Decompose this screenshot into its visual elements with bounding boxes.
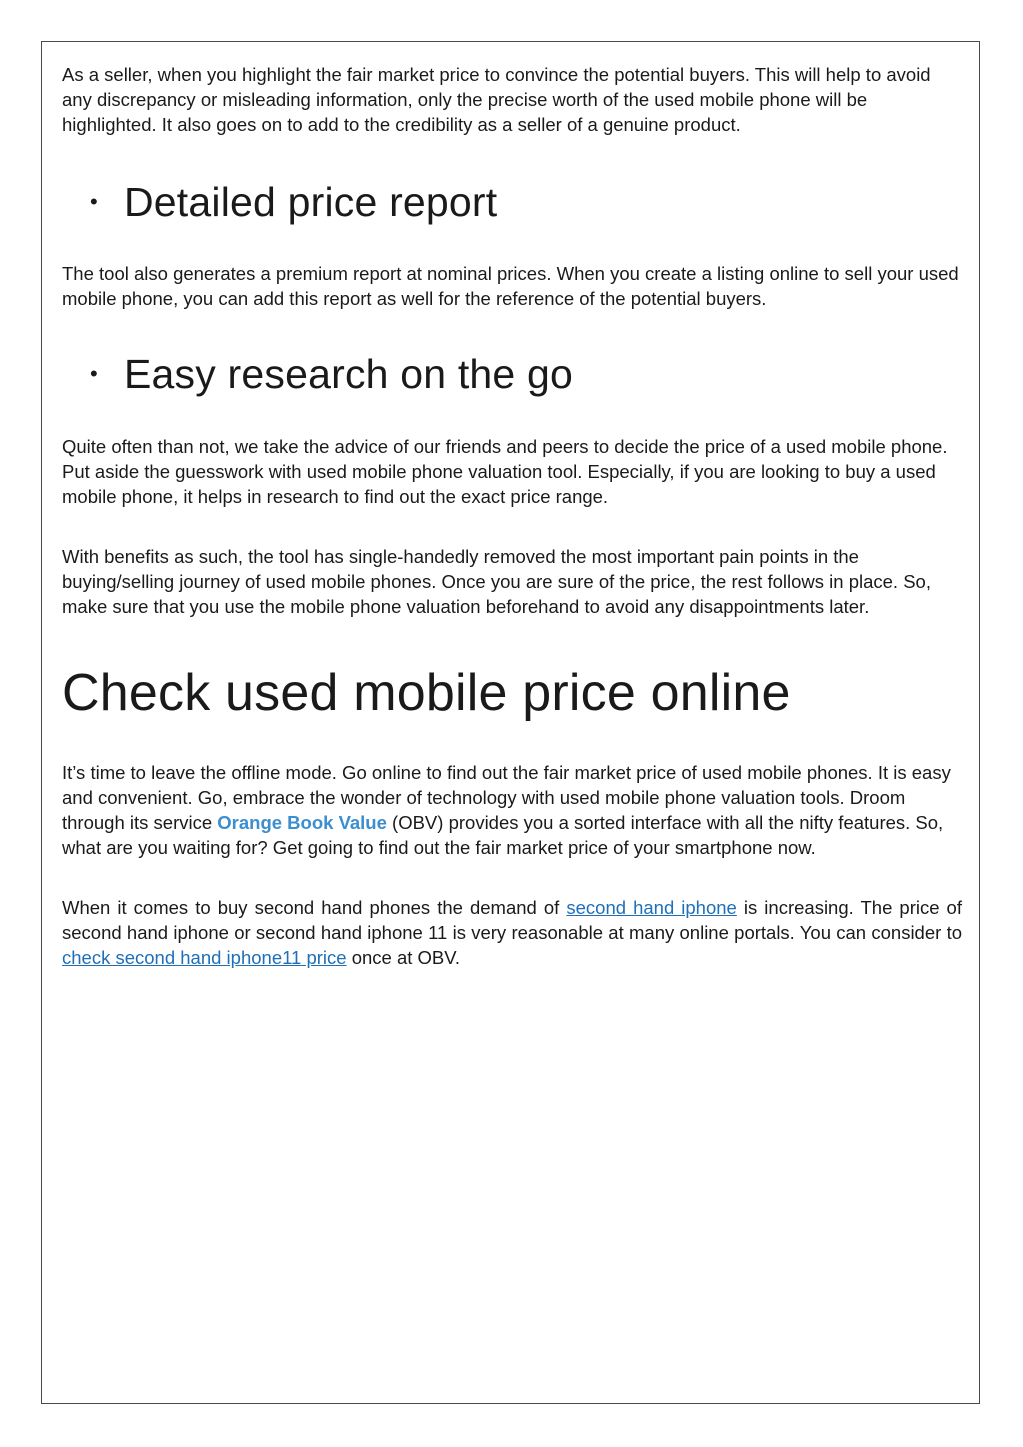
paragraph-benefits: With benefits as such, the tool has single-handedly removed the most important pain points in the buying/selling journey of used mobile phones. Once you are sure of the price, the rest follows in place. So, make sure that you use the mobile phone valuation beforehand to avoid any disappointments later. (62, 546, 931, 617)
bullet-icon: • (90, 189, 98, 214)
paragraph-research-advice: Quite often than not, we take the advice of our friends and peers to decide the price of a used mobile phone. Put aside the guesswork with used mobile phone valuation tool. Especially, if you are looking to buy a used mobile phone, it helps in research to find out the exact price range. (62, 436, 948, 507)
paragraph-text: is increasing. The price of second hand iphone or second hand iphone 11 is very reasonable at many online portals. You can consider to (62, 897, 962, 943)
paragraph-text: When it comes to buy second hand phones the demand of (62, 897, 567, 918)
orange-book-value-link[interactable]: Orange Book Value (217, 812, 387, 833)
second-hand-iphone-link[interactable]: second hand iphone (566, 897, 737, 918)
heading-detailed-price-report (62, 178, 962, 226)
check-iphone11-price-link[interactable]: check second hand iphone11 price (62, 947, 347, 968)
paragraph-second-hand-iphone (62, 895, 962, 970)
paragraph-text: (OBV) provides you a sorted interface with all the nifty features. So, what are you waiting for? Get going to find out the fair market price of your smartphone now. (62, 812, 944, 858)
paragraph-text: It’s time to leave the offline mode. Go online to find out the fair market price of used mobile phones. It is easy and convenient. Go, embrace the wonder of technology with used mobile phone valuation tools. Droom through its service (62, 762, 951, 833)
paragraph-offline-mode (62, 760, 962, 860)
heading-text: Detailed price report (124, 179, 498, 225)
heading-check-used-mobile-price: Check used mobile price online (62, 664, 791, 722)
bullet-icon: • (90, 361, 98, 386)
paragraph-premium-report: The tool also generates a premium report at nominal prices. When you create a listing online to sell your used mobile phone, you can add this report as well for the reference of the potential buyers. (62, 263, 959, 309)
paragraph-seller-highlight: As a seller, when you highlight the fair market price to convince the potential buyers. This will help to avoid any discrepancy or misleading information, only the precise worth of the used mobile phone will be highlighted. It also goes on to add to the credibility as a seller of a genuine product. (62, 64, 931, 135)
heading-easy-research (62, 350, 962, 398)
paragraph-text: once at OBV. (346, 947, 461, 968)
heading-text: Easy research on the go (124, 351, 574, 397)
document-body (62, 62, 962, 970)
